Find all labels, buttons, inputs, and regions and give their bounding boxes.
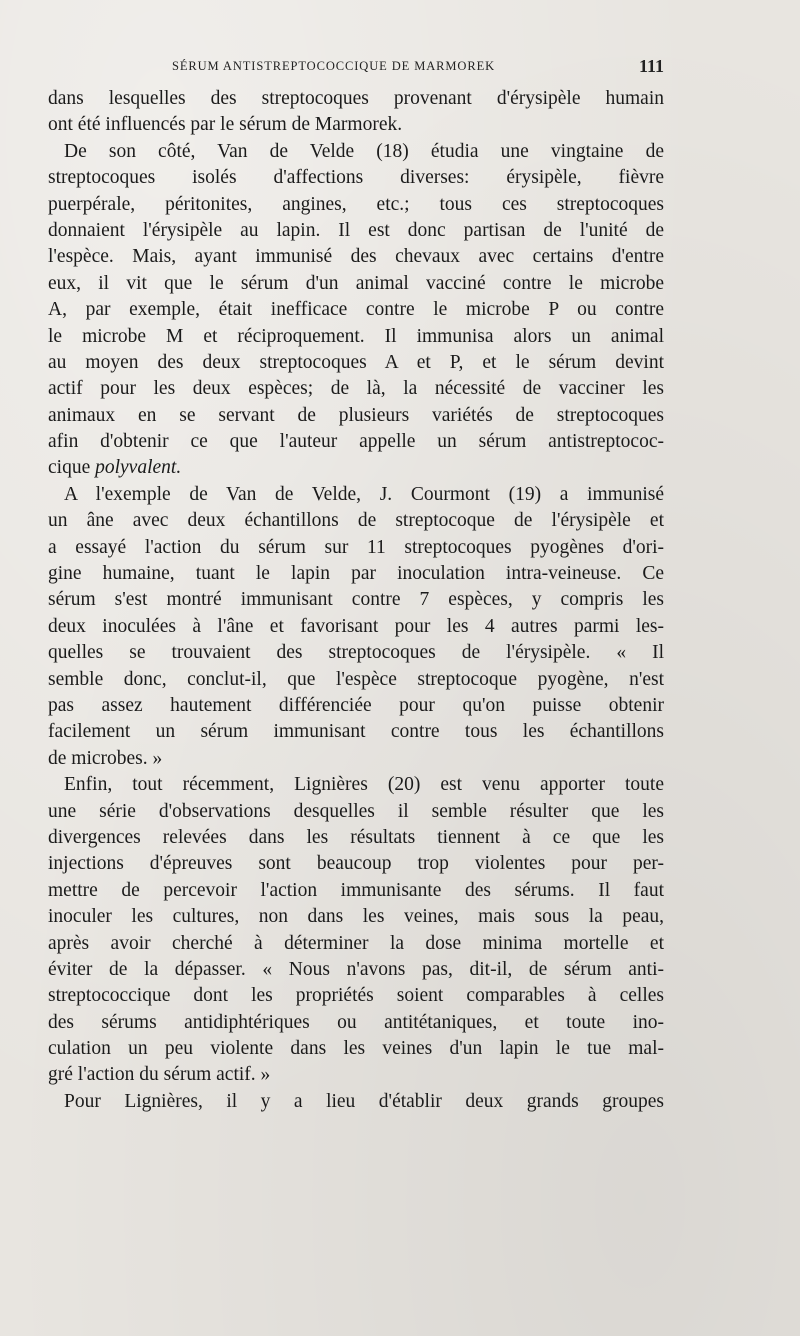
- text-line: une série d'observations desquelles il semble résulter que les: [48, 800, 664, 822]
- text-line: De son côté, Van de Velde (18) étudia une vingtaine de: [64, 140, 664, 162]
- text-line: animaux en se servant de plusieurs variétés de streptocoques: [48, 404, 664, 426]
- page-header: [172, 56, 664, 78]
- text-line: Pour Lignières, il y a lieu d'établir deux grands groupes: [64, 1090, 664, 1112]
- text-line: injections d'épreuves sont beaucoup trop violentes pour per-: [48, 853, 664, 875]
- text-line: divergences relevées dans les résultats tiennent à ce que les: [48, 826, 664, 848]
- text-line: au moyen des deux streptocoques A et P, et le sérum devint: [48, 351, 664, 373]
- text-fragment: cique: [48, 457, 91, 479]
- text-line-with-italic: [48, 455, 664, 481]
- text-line: le microbe M et réciproquement. Il immunisa alors un animal: [48, 325, 664, 347]
- text-line: quelles se trouvaient des streptocoques de l'érysipèle. « Il: [48, 642, 664, 664]
- text-line: inoculer les cultures, non dans les veines, mais sous la peau,: [48, 906, 664, 928]
- text-line: donnaient l'érysipèle au lapin. Il est donc partisan de l'unité de: [48, 219, 664, 241]
- text-line: afin d'obtenir ce que l'auteur appelle un sérum antistreptococ-: [48, 431, 664, 453]
- text-line: gine humaine, tuant le lapin par inoculation intra-veineuse. Ce: [48, 563, 664, 585]
- page-number: 111: [638, 56, 664, 76]
- text-line: semble donc, conclut-il, que l'espèce streptocoque pyogène, n'est: [48, 668, 664, 690]
- text-line: un âne avec deux échantillons de streptocoque de l'érysipèle et: [48, 510, 664, 532]
- text-line: facilement un sérum immunisant contre tous les échantillons: [48, 721, 664, 743]
- text-line: puerpérale, péritonites, angines, etc.; tous ces streptocoques: [48, 193, 664, 215]
- text-line: après avoir cherché à déterminer la dose minima mortelle et: [48, 932, 664, 954]
- text-line: l'espèce. Mais, ayant immunisé des chevaux avec certains d'entre: [48, 246, 664, 268]
- text-line: sérum s'est montré immunisant contre 7 espèces, y compris les: [48, 589, 664, 611]
- text-line: deux inoculées à l'âne et favorisant pour les 4 autres parmi les-: [48, 615, 664, 637]
- text-line: dans lesquelles des streptocoques provenant d'érysipèle humain: [48, 88, 664, 109]
- running-title: SÉRUM ANTISTREPTOCOCCIQUE DE MARMOREK: [172, 59, 496, 73]
- text-line: gré l'action du sérum actif. »: [48, 1064, 271, 1086]
- text-line: mettre de percevoir l'action immunisante des sérums. Il faut: [48, 879, 664, 901]
- body-text: [48, 86, 664, 1115]
- text-line: Enfin, tout récemment, Lignières (20) est venu apporter toute: [64, 774, 664, 796]
- text-line: streptococcique dont les propriétés soient comparables à celles: [48, 985, 664, 1007]
- text-line: A l'exemple de Van de Velde, J. Courmont (19) a immunisé: [64, 483, 664, 505]
- text-line: A, par exemple, était inefficace contre le microbe P ou contre: [48, 299, 664, 321]
- text-line: pas assez hautement différenciée pour qu'on puisse obtenir: [48, 694, 664, 716]
- text-line: actif pour les deux espèces; de là, la nécessité de vacciner les: [48, 378, 664, 400]
- italic-term: polyvalent.: [95, 457, 182, 479]
- text-line: culation un peu violente dans les veines d'un lapin le tue mal-: [48, 1038, 664, 1060]
- text-line: a essayé l'action du sérum sur 11 streptocoques pyogènes d'ori-: [48, 536, 664, 558]
- text-line: des sérums antidiphtériques ou antitétaniques, et toute ino-: [48, 1011, 664, 1033]
- text-line: ont été influencés par le sérum de Marmorek.: [48, 114, 403, 136]
- text-line: éviter de la dépasser. « Nous n'avons pas, dit-il, de sérum anti-: [48, 958, 664, 980]
- text-line: streptocoques isolés d'affections diverses: érysipèle, fièvre: [48, 167, 664, 189]
- text-line: de microbes. »: [48, 747, 163, 769]
- text-line: eux, il vit que le sérum d'un animal vacciné contre le microbe: [48, 272, 664, 294]
